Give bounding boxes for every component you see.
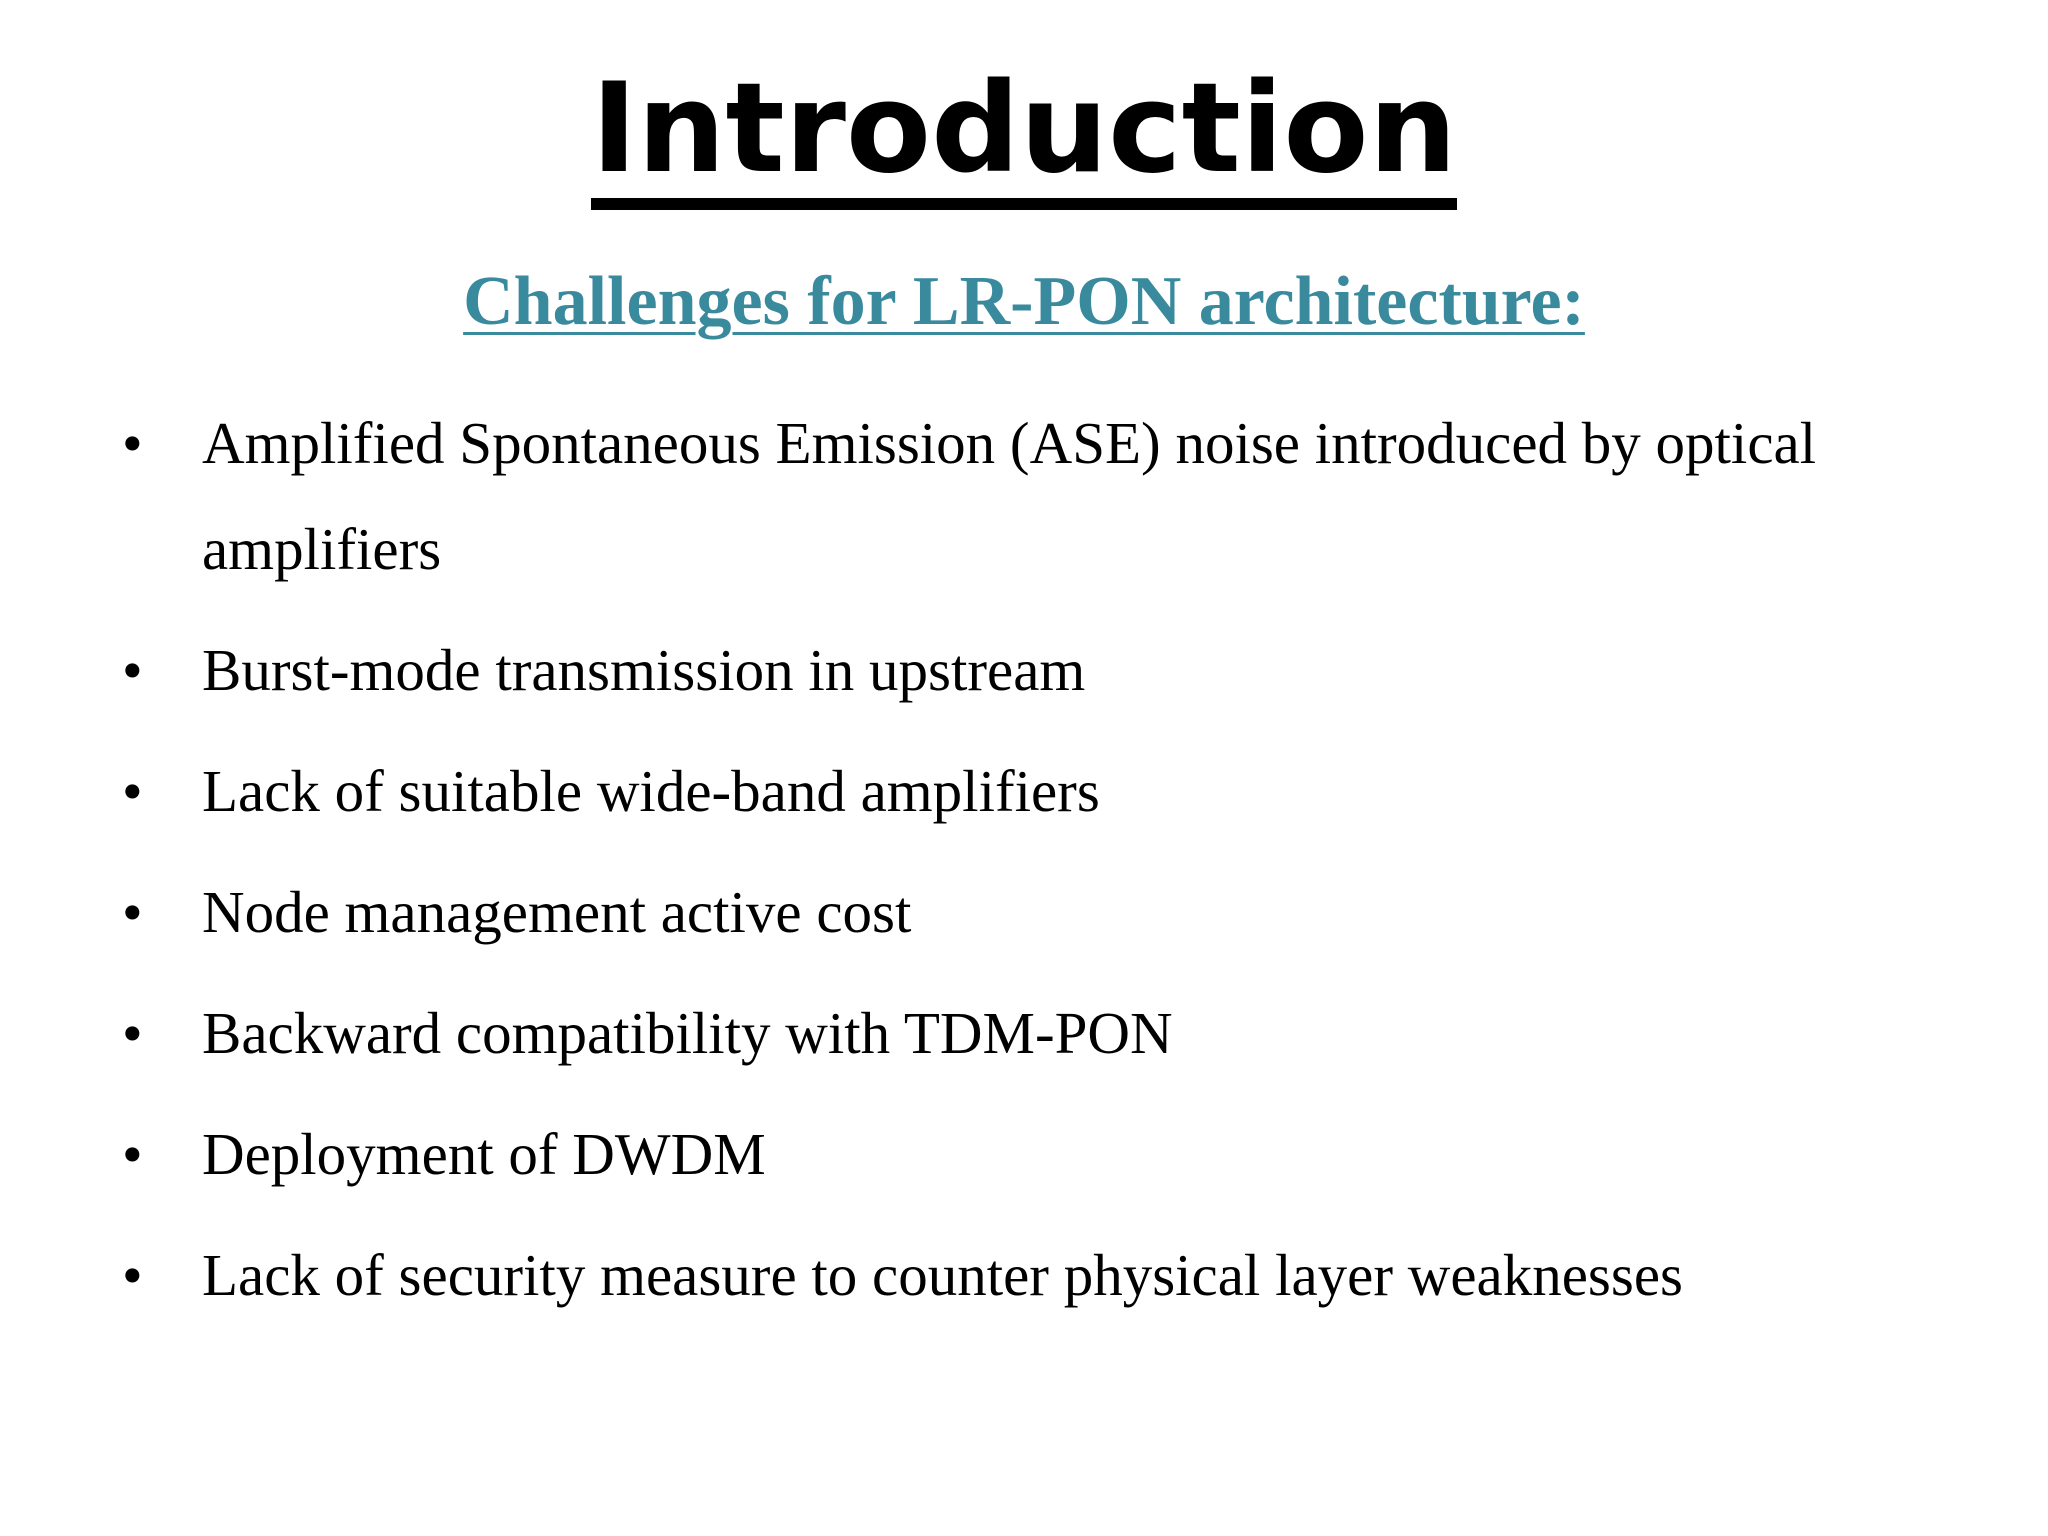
bullet-icon: •	[122, 1000, 143, 1066]
bullet-item	[0, 859, 2048, 965]
bullet-text: Lack of security measure to counter physical layer weaknesses	[202, 1242, 1683, 1308]
bullet-text: Backward compatibility with TDM-PON	[202, 1000, 1173, 1066]
bullet-icon: •	[122, 758, 143, 824]
bullet-text: Burst-mode transmission in upstream	[202, 637, 1086, 703]
slide-subtitle-container	[0, 262, 2048, 342]
bullet-item	[0, 738, 2048, 844]
bullet-text: Node management active cost	[202, 879, 912, 945]
bullet-text: Lack of suitable wide-band amplifiers	[202, 758, 1100, 824]
bullet-item	[0, 1101, 2048, 1207]
bullet-icon: •	[122, 879, 143, 945]
bullet-item	[0, 980, 2048, 1086]
bullet-icon: •	[122, 1121, 143, 1187]
bullet-icon: •	[122, 410, 143, 476]
bullet-list	[0, 390, 2048, 1343]
bullet-text: Amplified Spontaneous Emission (ASE) noise introduced by optical amplifiers	[202, 410, 1817, 582]
bullet-text: Deployment of DWDM	[202, 1121, 766, 1187]
bullet-item	[0, 1222, 2048, 1328]
slide-title-container	[0, 57, 2048, 210]
bullet-item	[0, 617, 2048, 723]
slide-subtitle: Challenges for LR-PON architecture:	[463, 263, 1585, 340]
bullet-item	[0, 390, 2048, 602]
bullet-icon: •	[122, 1242, 143, 1308]
bullet-icon: •	[122, 637, 143, 703]
slide-title: Introduction	[591, 62, 1457, 210]
